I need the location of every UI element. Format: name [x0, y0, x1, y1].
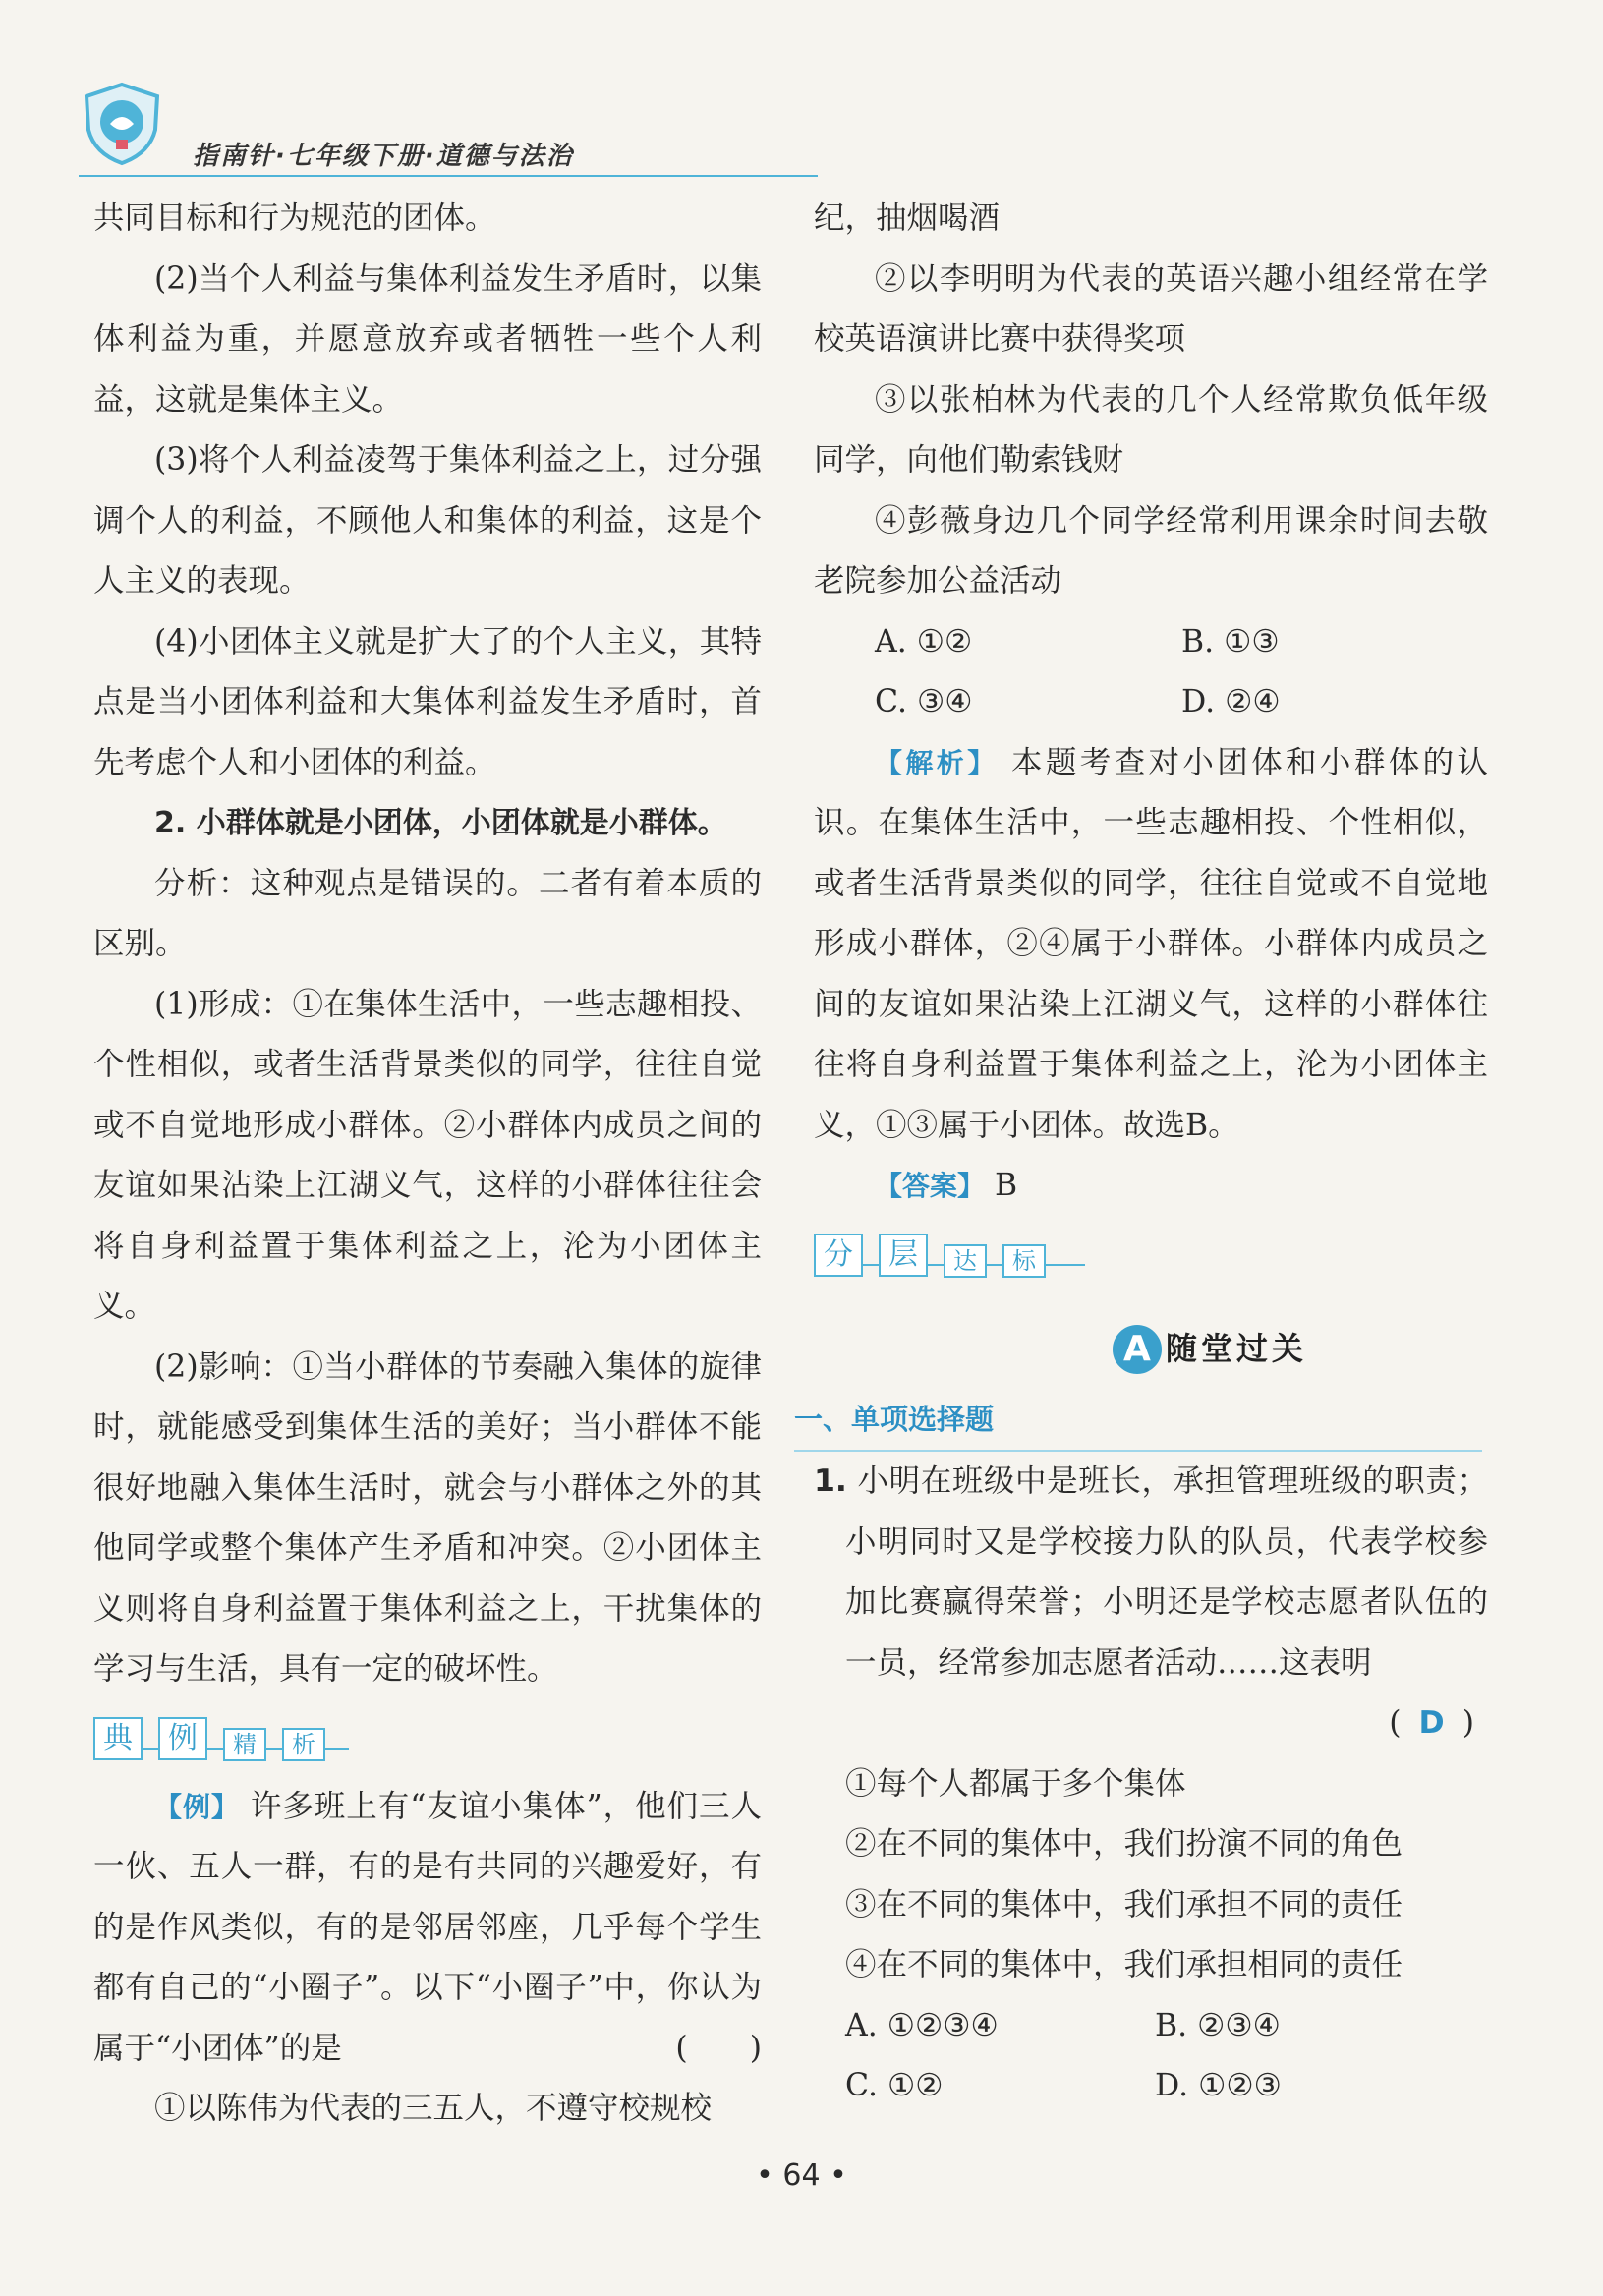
statement: ④在不同的集体中，我们承担相同的责任 [845, 1947, 1403, 1982]
choice-d: D. ②④ [1181, 684, 1281, 719]
answer-value: B [995, 1168, 1018, 1203]
choice-c: C. ③④ [875, 684, 973, 719]
choice-a: A. ①②③④ [845, 2007, 999, 2043]
paragraph: 分析：这种观点是错误的。二者有着本质的区别。 [93, 865, 762, 961]
paragraph: 纪，抽烟喝酒 [814, 201, 1001, 236]
choice-row [814, 672, 1488, 733]
point-heading: 2. 小群体就是小团体，小团体就是小群体。 [154, 806, 727, 840]
right-column [794, 189, 1488, 2117]
section-header-typical-examples [93, 1704, 762, 1773]
analysis [814, 733, 1488, 1157]
analysis-tag: 【解析】 [875, 746, 999, 779]
section-tab: 层 [879, 1234, 928, 1277]
section-tab: 例 [158, 1717, 207, 1760]
statement: ③在不同的集体中，我们承担不同的责任 [845, 1886, 1403, 1923]
section-tab: 析 [282, 1728, 325, 1761]
question-text: 小明在班级中是班长，承担管理班级的职责；小明同时又是学校接力队的队员，代表学校参加比赛赢得荣誉；小明还是学校志愿者队伍的一员，经常参加志愿者活动……这表明 [845, 1464, 1488, 1681]
choice-row [814, 2056, 1488, 2117]
choice-row [814, 1996, 1488, 2057]
statement: ②在不同的集体中，我们扮演不同的角色 [845, 1826, 1403, 1862]
example-option: ①以陈伟为代表的三五人，不遵守校规校 [154, 2091, 713, 2126]
section-header-graded-practice [814, 1221, 1488, 1290]
answer-paren: ( D ) [1389, 1705, 1474, 1741]
choice-a: A. ①② [875, 623, 973, 660]
banner-title: 随堂过关 [1165, 1329, 1307, 1367]
section-tab: 达 [944, 1244, 987, 1278]
paragraph: (2)影响：①当小群体的节奏融入集体的旋律时，就能感受到集体生活的美好；当小群体不能很好地融入集体生活时，就会与小群体之外的其他同学或整个集体产生矛盾和冲突。②小团体主义则将自身利益置于集体利益之上，干扰集体的学习与生活，具有一定的破坏性。 [93, 1349, 762, 1687]
question-1 [814, 1452, 1488, 1693]
example-tag: 【例】 [154, 1790, 240, 1823]
section-tab: 分 [814, 1234, 863, 1277]
subsection-title: 一、单项选择题 [794, 1390, 1482, 1453]
paragraph: ④彭薇身边几个同学经常利用课余时间去敬老院参加公益活动 [814, 502, 1488, 599]
example-question [93, 1777, 762, 2080]
example-text: 许多班上有“友谊小集体”，他们三人一伙、五人一群，有的是有共同的兴趣爱好，有的是作风类似，有的是邻居邻座，几乎每个学生都有自己的“小圈子”。以下“小圈子”中，你认为属于“小团体”的是 [93, 1788, 762, 2066]
statement: ①每个人都属于多个集体 [845, 1765, 1186, 1802]
answer-value: D [1418, 1705, 1445, 1741]
header-divider [79, 175, 818, 177]
left-column [93, 189, 762, 2140]
paragraph: ③以张柏林为代表的几个人经常欺负低年级同学，向他们勒索钱财 [814, 381, 1488, 478]
page-number: • 64 • [756, 2158, 847, 2193]
choice-d: D. ①②③ [1155, 2068, 1282, 2103]
paragraph: ②以李明明为代表的英语兴趣小组经常在学校英语演讲比赛中获得奖项 [814, 260, 1488, 357]
answer-tag: 【答案】 [875, 1170, 986, 1202]
shield-logo-icon [79, 81, 165, 167]
paragraph: (2)当个人利益与集体利益发生矛盾时，以集体利益为重，并愿意放弃或者牺牲一些个人利益，这就是集体主义。 [93, 260, 762, 418]
answer-line [814, 1156, 1488, 1217]
practice-banner [814, 1305, 1488, 1394]
banner-letter-badge: A [1113, 1325, 1162, 1374]
paragraph: 共同目标和行为规范的团体。 [93, 201, 496, 236]
paragraph: (4)小团体主义就是扩大了的个人主义，其特点是当小团体利益和大集体利益发生矛盾时，首先考虑个人和小团体的利益。 [93, 623, 762, 780]
section-tab: 精 [223, 1728, 266, 1761]
paragraph: (3)将个人利益凌驾于集体利益之上，过分强调个人的利益，不顾他人和集体的利益，这是个人主义的表现。 [93, 442, 762, 599]
choice-b: B. ②③④ [1155, 2007, 1281, 2043]
answer-paren: ( ) [675, 2030, 762, 2066]
question-number: 1. [814, 1464, 847, 1499]
paragraph: (1)形成：①在集体生活中，一些志趣相投、个性相似，或者生活背景类似的同学，往往自觉或不自觉地形成小群体。②小群体内成员之间的友谊如果沾染上江湖义气，这样的小群体往往会将自身利益置于集体利益之上，沦为小团体主义。 [93, 986, 762, 1324]
analysis-text: 本题考查对小团体和小群体的认识。在集体生活中，一些志趣相投、个性相似，或者生活背景类似的同学，往往自觉或不自觉地形成小群体，②④属于小群体。小群体内成员之间的友谊如果沾染上江湖义气，这样的小群体往往将自身利益置于集体利益之上，沦为小团体主义，①③属于小团体。故选B。 [814, 744, 1488, 1143]
choice-row [814, 612, 1488, 673]
section-tab: 典 [93, 1717, 143, 1760]
choice-b: B. ①③ [1181, 623, 1280, 660]
section-tab: 标 [1002, 1244, 1046, 1278]
choice-c: C. ①② [845, 2068, 944, 2103]
header-title: 指南针·七年级下册·道德与法治 [193, 142, 574, 171]
